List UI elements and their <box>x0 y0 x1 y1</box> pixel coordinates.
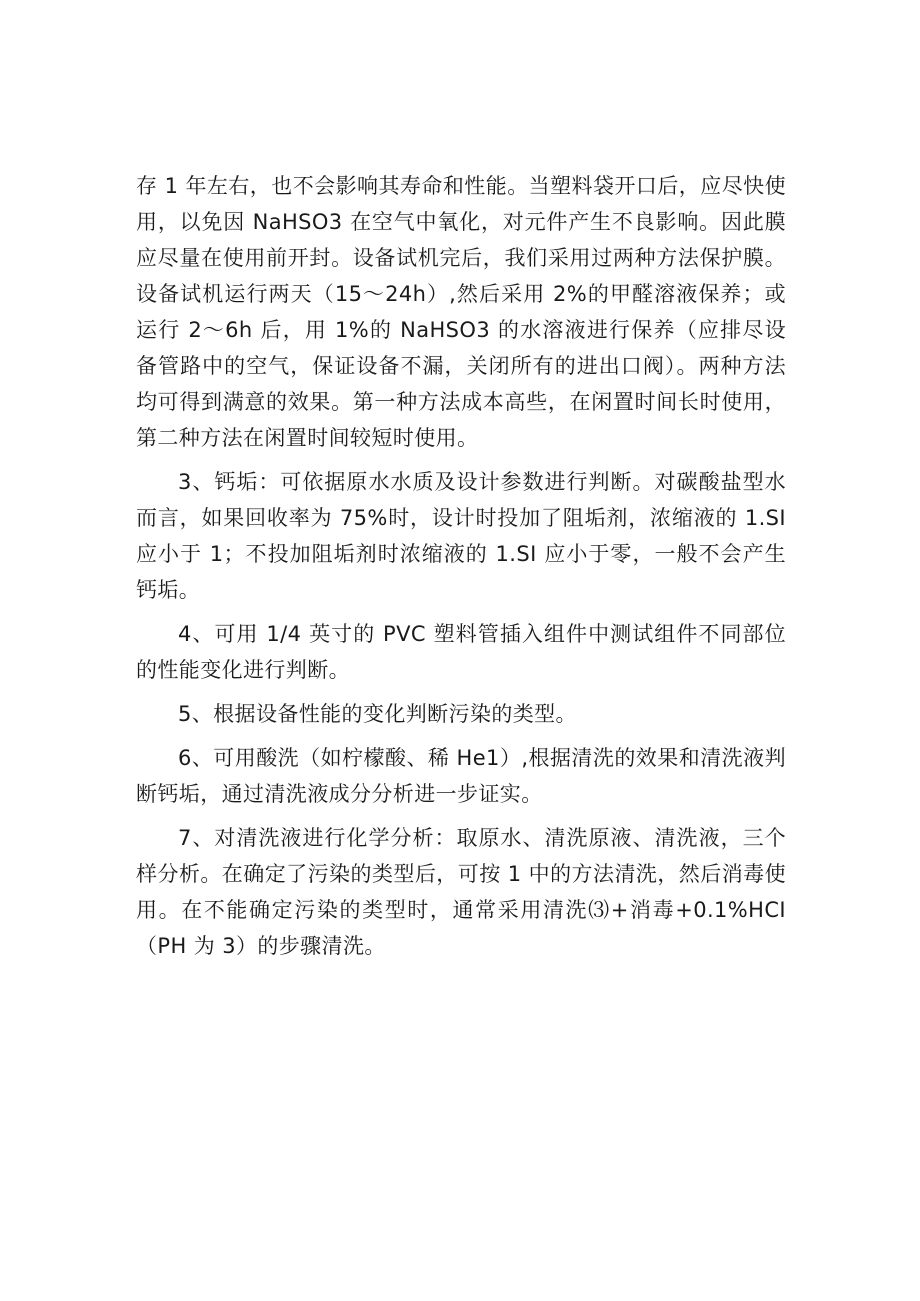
paragraph-item-3: 3、钙垢：可依据原水水质及设计参数进行判断。对碳酸盐型水而言，如果回收率为 75%时，设计时投加了阻垢剂，浓缩液的 1.SI 应小于 1；不投加阻垢剂时浓缩液的 1.SI 应小于零，一般不会产生钙垢。 <box>136 470 786 602</box>
paragraph-continuation: 存 1 年左右，也不会影响其寿命和性能。当塑料袋开口后，应尽快使用，以免因 NaHSO3 在空气中氧化，对元件产生不良影响。因此膜应尽量在使用前开封。设备试机完后，我们采用过两种方法保护膜。设备试机运行两天（15～24h）,然后采用 2%的甲醛溶液保养；或运行 2～6h 后，用 1%的 NaHSO3 的水溶液进行保养（应排尽设备管路中的空气，保证设备不漏，关闭所有的进出口阀）。两种方法均可得到满意的效果。第一种方法成本高些，在闲置时间长时使用，第二种方法在闲置时间较短时使用。 <box>136 174 786 450</box>
paragraph-item-4: 4、可用 1/4 英寸的 PVC 塑料管插入组件中测试组件不同部位的性能变化进行判断。 <box>136 622 786 682</box>
paragraph-item-5: 5、根据设备性能的变化判断污染的类型。 <box>178 702 577 726</box>
paragraph-item-6: 6、可用酸洗（如柠檬酸、稀 He1）,根据清洗的效果和清洗液判断钙垢，通过清洗液成分分析进一步证实。 <box>136 746 786 806</box>
document-body <box>136 168 786 964</box>
paragraph-item-7: 7、对清洗液进行化学分析：取原水、清洗原液、清洗液，三个样分析。在确定了污染的类型后，可按 1 中的方法清洗，然后消毒使用。在不能确定污染的类型时，通常采用清洗⑶+消毒+0.1%HCI（PH 为 3）的步骤清洗。 <box>136 826 786 958</box>
